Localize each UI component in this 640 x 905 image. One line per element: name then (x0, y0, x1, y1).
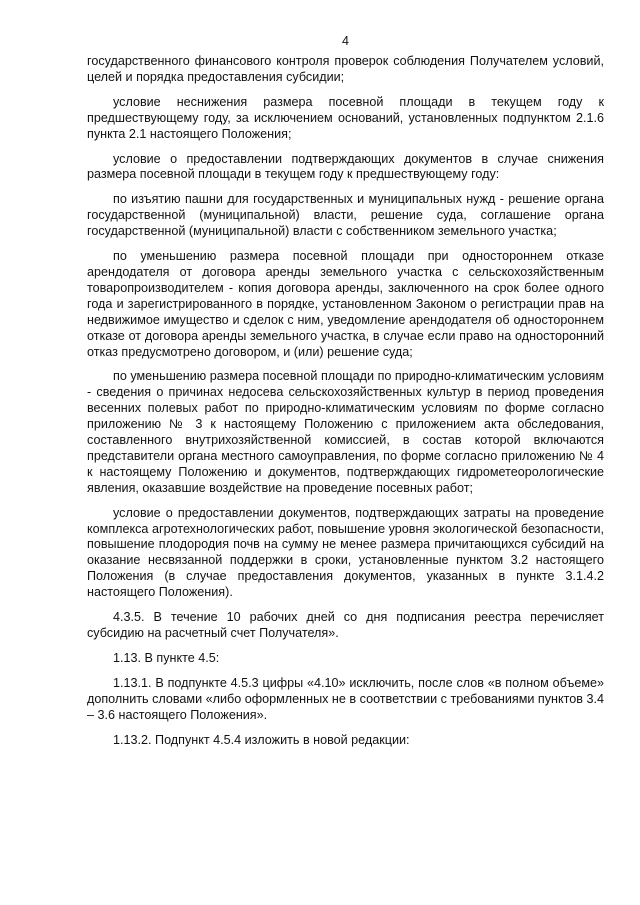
paragraph-costs-documents: условие о предоставлении документов, подтверждающих затраты на проведение комплекса агротехнологических работ, повышение уровня экологической безопасности, повышение плодородия почв на сумму не менее размера причитающихся субсидий на оказание несвязанной поддержки в сроки, установленные пунктом 3.2 настоящего Положения (в случае предоставления документов, указанных в пункте 3.1.4.2 настоящего Положения). (87, 505, 604, 600)
paragraph-climate-conditions: по уменьшению размера посевной площади по природно-климатическим условиям - сведения о причинах недосева сельскохозяйственных культур в период проведения весенних полевых работ по природно-климатическим условиям по форме согласно приложению № 3 к настоящему Положению с приложением акта обследования, составленного внутрихозяйственной комиссией, в состав которой включаются представители органа местного самоуправления, по форме согласно приложению № 4 к настоящему Положению и документов, подтверждающих гидрометеорологические явления, оказавшие воздействие на проведение посевных работ; (87, 369, 604, 495)
paragraph-1-13: 1.13. В пункте 4.5: (113, 650, 220, 665)
paragraph-1-13-1: 1.13.1. В подпункте 4.5.3 цифры «4.10» исключить, после слов «в полном объеме» дополнить словами «либо оформленных не в соответствии с требованиями пунктов 3.4 – 3.6 настоящего Положения». (87, 675, 604, 722)
paragraph-land-seizure: по изъятию пашни для государственных и муниципальных нужд - решение органа государственной (муниципальной) власти, решение суда, соглашение органа государственной (муниципальной) власти с собственником земельного участка; (87, 192, 604, 239)
paragraph-1-13-2: 1.13.2. Подпункт 4.5.4 изложить в новой редакции: (113, 732, 410, 747)
paragraph-lease-refusal: по уменьшению размера посевной площади при одностороннем отказе арендодателя от договора аренды земельного участка с сельскохозяйственным товаропроизводителем - копия договора аренды, заключенного на срок более одного года и зарегистрированного в порядке, установленном Законом о регистрации прав на недвижимое имущество и сделок с ним, уведомление арендодателя об одностороннем отказе от договора аренды земельного участка, в случае если право на односторонний отказ предусмотрено договором, и (или) решение суда; (87, 249, 604, 359)
page-number: 4 (342, 34, 349, 48)
paragraph-control-continuation: государственного финансового контроля проверок соблюдения Получателем условий, целей и порядка предоставления субсидии; (87, 54, 604, 84)
paragraph-documents-condition: условие о предоставлении подтверждающих документов в случае снижения размера посевной площади в текущем году к предшествующему году: (87, 151, 604, 182)
paragraph-area-condition: условие неснижения размера посевной площади в текущем году к предшествующему году, за исключением оснований, установленных подпунктом 2.1.6 пункта 2.1 настоящего Положения; (87, 94, 604, 141)
paragraph-4-3-5: 4.3.5. В течение 10 рабочих дней со дня подписания реестра перечисляет субсидию на расчетный счет Получателя». (87, 610, 604, 640)
